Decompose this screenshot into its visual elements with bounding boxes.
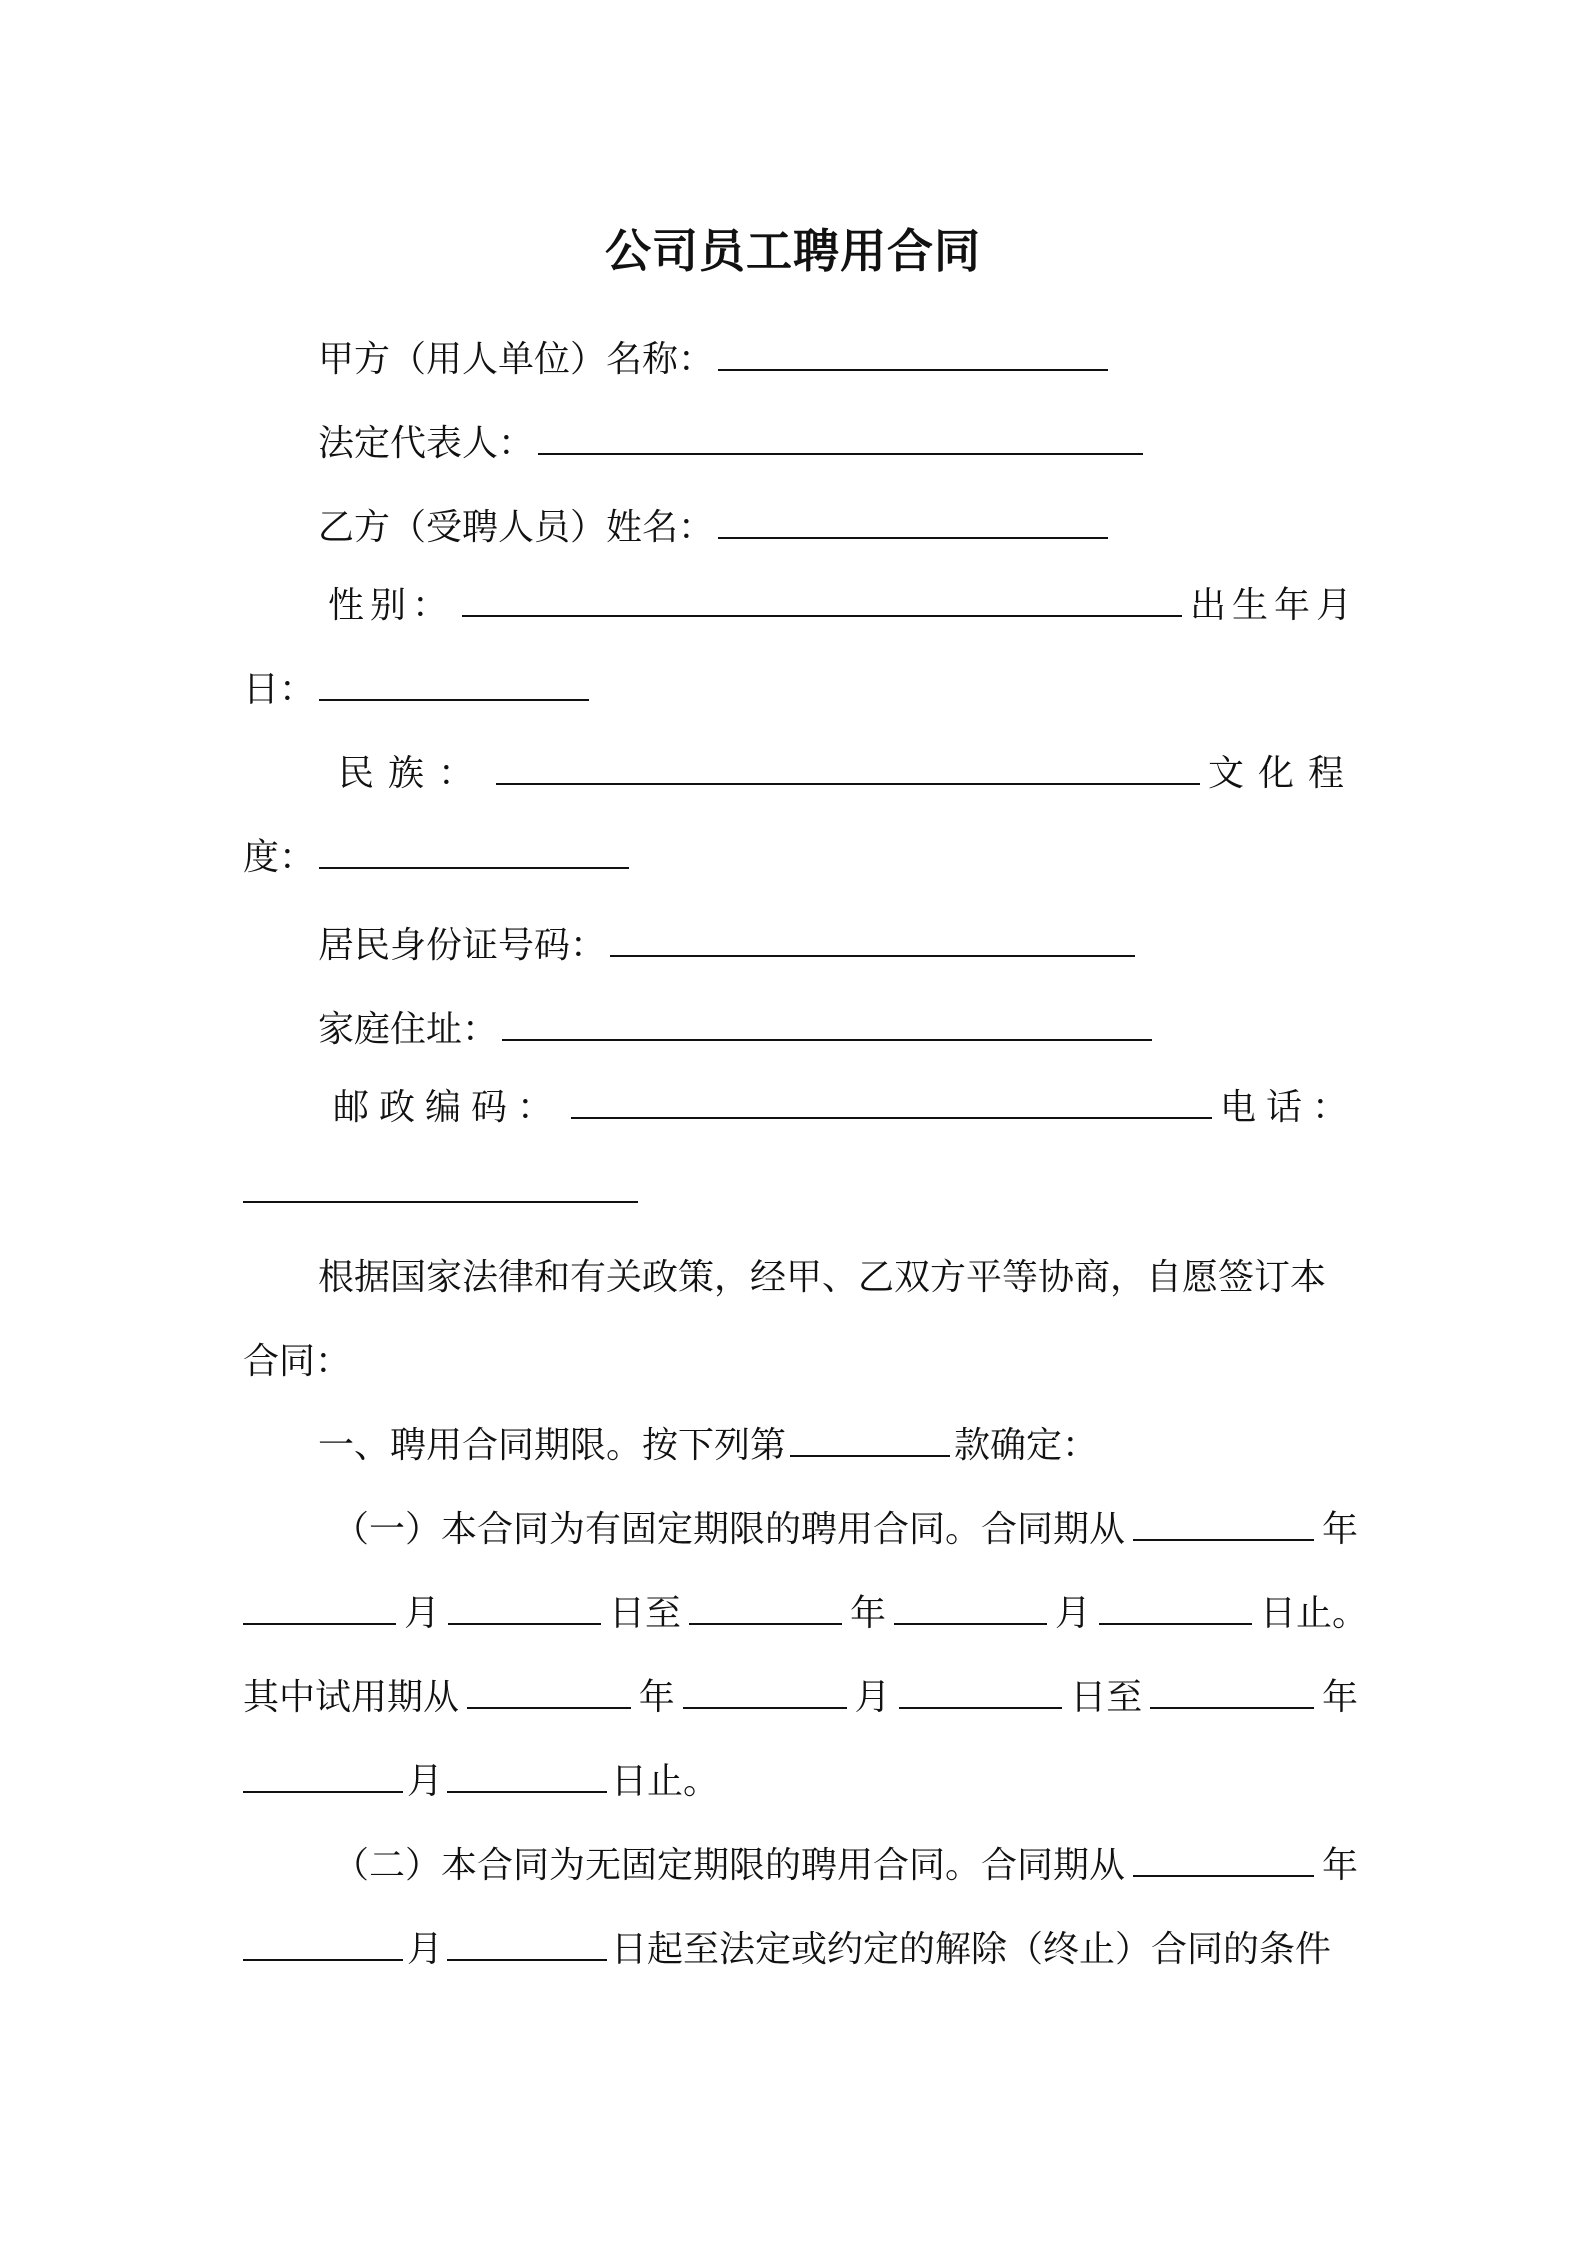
- ethnicity-field[interactable]: [496, 753, 1200, 785]
- fixed-term-text: （一）本合同为有固定期限的聘用合同。合同期从: [333, 1509, 1126, 1550]
- legal-rep-row: [318, 422, 1147, 466]
- phone-row: [243, 1170, 642, 1214]
- ethnicity-row: [338, 752, 1358, 796]
- probation-text: 其中试用期从: [243, 1677, 460, 1718]
- gender-row: [328, 584, 1358, 628]
- open-term-text-2: 日起至法定或约定的解除（终止）合同的条件: [611, 1929, 1332, 1970]
- education-label-2: 度：: [243, 837, 316, 878]
- clause-1-text: 一、聘用合同期限。按下列第: [318, 1425, 787, 1466]
- day-to-label: 日至: [1070, 1677, 1143, 1718]
- birth-date-field[interactable]: [319, 669, 589, 701]
- day-end-label: 日止。: [611, 1761, 720, 1802]
- intro-line-2: 合同：: [243, 1341, 352, 1382]
- day-to-label: 日至: [608, 1593, 681, 1634]
- day-end-label: 日止。: [1259, 1593, 1368, 1634]
- clause-1-row: [318, 1424, 1098, 1468]
- probation-end-day-field[interactable]: [447, 1761, 607, 1793]
- clause-1-text-2: 款确定：: [954, 1425, 1099, 1466]
- postal-code-field[interactable]: [571, 1087, 1212, 1119]
- open-start-year-field[interactable]: [1133, 1845, 1314, 1877]
- gender-label: 性别：: [328, 585, 455, 626]
- home-address-field[interactable]: [502, 1009, 1152, 1041]
- ethnicity-label: 民族：: [338, 753, 489, 794]
- year-label: 年: [638, 1677, 675, 1718]
- month-label: 月: [1054, 1593, 1091, 1634]
- probation-row-2: [243, 1760, 719, 1804]
- open-term-row-1: [333, 1844, 1358, 1888]
- education-row: [243, 836, 633, 880]
- postal-code-label: 邮政编码：: [333, 1087, 564, 1128]
- birth-date-row: [243, 668, 593, 712]
- home-address-row: [318, 1008, 1156, 1052]
- month-label: 月: [407, 1761, 444, 1802]
- postal-code-row: [333, 1086, 1358, 1130]
- open-term-text: （二）本合同为无固定期限的聘用合同。合同期从: [333, 1845, 1126, 1886]
- fixed-end-year-field[interactable]: [689, 1593, 842, 1625]
- fixed-start-day-field[interactable]: [448, 1593, 601, 1625]
- month-label: 月: [403, 1593, 440, 1634]
- party-b-name-row: [318, 506, 1112, 550]
- year-label: 年: [1321, 1509, 1358, 1550]
- probation-end-year-field[interactable]: [1150, 1677, 1314, 1709]
- party-b-name-field[interactable]: [718, 507, 1108, 539]
- id-number-label: 居民身份证号码：: [318, 925, 607, 966]
- fixed-term-row-1: [333, 1508, 1358, 1552]
- birth-date-label-2: 日：: [243, 669, 316, 710]
- probation-end-month-field[interactable]: [243, 1761, 403, 1793]
- open-start-day-field[interactable]: [447, 1929, 607, 1961]
- party-b-name-label: 乙方（受聘人员）姓名：: [318, 507, 715, 548]
- party-a-name-field[interactable]: [718, 339, 1108, 371]
- fixed-end-day-field[interactable]: [1099, 1593, 1252, 1625]
- home-address-label: 家庭住址：: [318, 1009, 499, 1050]
- legal-rep-label: 法定代表人：: [318, 423, 535, 464]
- gender-field[interactable]: [462, 585, 1182, 617]
- document-title: 公司员工聘用合同: [605, 224, 981, 278]
- party-a-name-label: 甲方（用人单位）名称：: [318, 339, 715, 380]
- year-label: 年: [1322, 1677, 1359, 1718]
- probation-start-month-field[interactable]: [683, 1677, 847, 1709]
- month-label: 月: [854, 1677, 891, 1718]
- phone-label: 电话：: [1219, 1087, 1358, 1128]
- intro-line-1: 根据国家法律和有关政策，经甲、乙双方平等协商，自愿签订本: [318, 1257, 1327, 1298]
- open-start-month-field[interactable]: [243, 1929, 403, 1961]
- legal-rep-field[interactable]: [538, 423, 1143, 455]
- year-label: 年: [1321, 1845, 1358, 1886]
- month-label: 月: [407, 1929, 444, 1970]
- probation-start-day-field[interactable]: [899, 1677, 1063, 1709]
- fixed-start-month-field[interactable]: [243, 1593, 396, 1625]
- education-field[interactable]: [319, 837, 629, 869]
- birth-date-label: 出生年月: [1189, 585, 1358, 626]
- fixed-term-row-2: [243, 1592, 1368, 1636]
- fixed-start-year-field[interactable]: [1133, 1509, 1314, 1541]
- phone-field[interactable]: [243, 1171, 638, 1203]
- year-label: 年: [849, 1593, 886, 1634]
- education-label: 文化程: [1207, 753, 1358, 794]
- id-number-row: [318, 924, 1139, 968]
- clause-1-field[interactable]: [790, 1425, 950, 1457]
- party-a-name-row: [318, 338, 1112, 382]
- id-number-field[interactable]: [610, 925, 1135, 957]
- open-term-row-2: [243, 1928, 1331, 1972]
- probation-start-year-field[interactable]: [467, 1677, 631, 1709]
- fixed-end-month-field[interactable]: [894, 1593, 1047, 1625]
- probation-row-1: [243, 1676, 1358, 1720]
